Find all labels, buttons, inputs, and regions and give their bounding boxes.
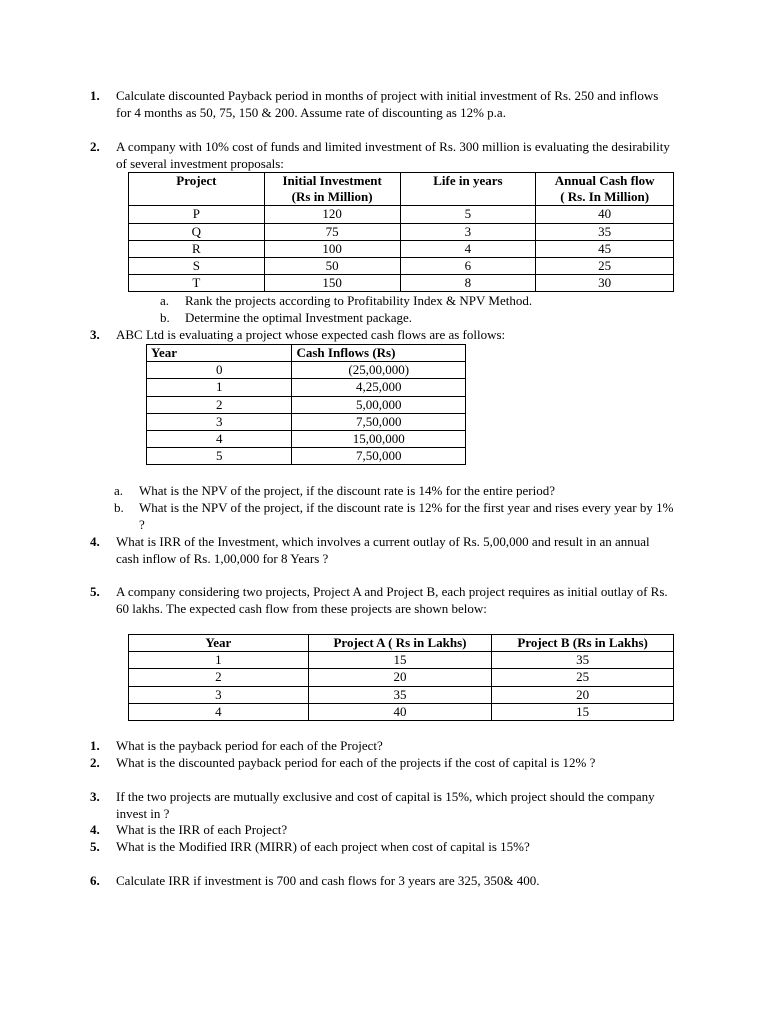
table-row xyxy=(129,258,674,275)
table-cell: 15 xyxy=(308,652,492,669)
table-cell: 2 xyxy=(129,669,309,686)
question-number: 3. xyxy=(90,789,100,804)
table-cell: 15 xyxy=(492,703,674,720)
question-text: Calculate discounted Payback period in months of project with initial investment of Rs. 250 and inflows for 4 months as 50, 75, 150 & 200. Assume rate of discounting as 12% p.a. xyxy=(116,88,659,120)
question-number: 2. xyxy=(90,139,100,154)
table-row xyxy=(147,362,466,379)
table-cell: 20 xyxy=(492,686,674,703)
question-text: What is IRR of the Investment, which involves a current outlay of Rs. 5,00,000 and result in an annual cash inflow of Rs. 1,00,000 for 8 Years ? xyxy=(116,534,650,566)
table-cell: 45 xyxy=(536,240,674,257)
table-header-row xyxy=(129,173,674,190)
question-6 xyxy=(90,873,675,890)
table-cell: 35 xyxy=(536,223,674,240)
question-text: If the two projects are mutually exclusive and cost of capital is 15%, which project should the company invest in ? xyxy=(116,789,655,821)
question-4 xyxy=(90,534,675,568)
table-row xyxy=(129,206,674,223)
subquestion-3b xyxy=(114,500,680,534)
question-number: 6. xyxy=(90,873,100,888)
table-cell: 0 xyxy=(147,362,292,379)
table-cell: 4 xyxy=(129,703,309,720)
table-cell: 4 xyxy=(400,240,536,257)
table-header-row xyxy=(147,345,466,362)
table-cell: 7,50,000 xyxy=(292,448,466,465)
table-cell: 15,00,000 xyxy=(292,431,466,448)
table-row xyxy=(129,275,674,292)
table-row xyxy=(147,431,466,448)
subquestion-letter: a. xyxy=(114,483,124,498)
question-number: 3. xyxy=(90,327,100,342)
question-number: 1. xyxy=(90,88,100,103)
header-cell: (Rs in Million) xyxy=(264,189,400,206)
table-cell: 1 xyxy=(129,652,309,669)
table-cell: 4 xyxy=(147,431,292,448)
question-text: What is the Modified IRR (MIRR) of each project when cost of capital is 15%? xyxy=(116,839,530,854)
question-number: 4. xyxy=(90,534,100,549)
question-3 xyxy=(90,327,675,344)
table-cell: 1 xyxy=(147,379,292,396)
header-cell: Cash Inflows (Rs) xyxy=(292,345,466,362)
question-2 xyxy=(90,139,675,173)
table-row xyxy=(147,396,466,413)
subquestion-letter: b. xyxy=(160,310,170,325)
header-cell: Year xyxy=(147,345,292,362)
question-number: 5. xyxy=(90,839,100,854)
table-cell: 100 xyxy=(264,240,400,257)
question-5-3 xyxy=(90,789,675,823)
table-cell: 150 xyxy=(264,275,400,292)
question-number: 5. xyxy=(90,584,100,599)
cash-inflows-table xyxy=(146,344,466,465)
table-row xyxy=(147,379,466,396)
subquestion-letter: a. xyxy=(160,293,170,308)
header-cell: Year xyxy=(129,635,309,652)
question-5 xyxy=(90,584,675,618)
question-5-5 xyxy=(90,839,675,856)
table-cell: 5 xyxy=(147,448,292,465)
table-cell: 30 xyxy=(536,275,674,292)
table-row xyxy=(129,686,674,703)
subquestion-text: Determine the optimal Investment package. xyxy=(185,310,413,325)
subquestion-text: What is the NPV of the project, if the discount rate is 14% for the entire period? xyxy=(139,483,555,498)
question-text: ABC Ltd is evaluating a project whose expected cash flows are as follows: xyxy=(116,327,506,342)
table-row xyxy=(129,703,674,720)
table-row xyxy=(147,448,466,465)
table-row xyxy=(147,413,466,430)
table-cell: 3 xyxy=(400,223,536,240)
project-cashflow-table xyxy=(128,634,674,721)
subquestion-text: Rank the projects according to Profitability Index & NPV Method. xyxy=(185,293,533,308)
subquestion-2b xyxy=(160,310,680,327)
question-number: 2. xyxy=(90,755,100,770)
table-cell: T xyxy=(129,275,265,292)
table-row xyxy=(129,240,674,257)
table-cell: 8 xyxy=(400,275,536,292)
table-header-row xyxy=(129,635,674,652)
subquestion-3a xyxy=(114,483,680,500)
table-row xyxy=(129,669,674,686)
table-cell: (25,00,000) xyxy=(292,362,466,379)
table-cell: 40 xyxy=(536,206,674,223)
table-cell: 3 xyxy=(147,413,292,430)
table-cell: 6 xyxy=(400,258,536,275)
question-text: A company considering two projects, Project A and Project B, each project requires as initial outlay of Rs. 60 lakhs. The expected cash flow from these projects are shown below: xyxy=(116,584,668,616)
question-5-2 xyxy=(90,755,675,772)
table-cell: S xyxy=(129,258,265,275)
table-cell: 35 xyxy=(308,686,492,703)
question-text: A company with 10% cost of funds and limited investment of Rs. 300 million is evaluating the desirability of several investment proposals: xyxy=(116,139,670,171)
subquestion-text: What is the NPV of the project, if the discount rate is 12% for the first year and rises every year by 1% ? xyxy=(139,500,674,532)
table-cell: 5 xyxy=(400,206,536,223)
table-row xyxy=(129,652,674,669)
question-text: What is the payback period for each of the Project? xyxy=(116,738,383,753)
table-cell: 35 xyxy=(492,652,674,669)
question-text: What is the IRR of each Project? xyxy=(116,822,288,837)
question-number: 1. xyxy=(90,738,100,753)
table-cell: 50 xyxy=(264,258,400,275)
table-cell: 7,50,000 xyxy=(292,413,466,430)
header-cell: Initial Investment xyxy=(264,173,400,190)
table-cell: Q xyxy=(129,223,265,240)
table-cell: 120 xyxy=(264,206,400,223)
table-cell: P xyxy=(129,206,265,223)
header-cell: Project B (Rs in Lakhs) xyxy=(492,635,674,652)
header-cell: ( Rs. In Million) xyxy=(536,189,674,206)
table-cell: 5,00,000 xyxy=(292,396,466,413)
question-number: 4. xyxy=(90,822,100,837)
header-cell: Annual Cash flow xyxy=(536,173,674,190)
question-text: Calculate IRR if investment is 700 and cash flows for 3 years are 325, 350& 400. xyxy=(116,873,540,888)
question-5-4 xyxy=(90,822,675,839)
table-cell: 75 xyxy=(264,223,400,240)
investment-proposals-table xyxy=(128,172,674,292)
table-cell: 25 xyxy=(536,258,674,275)
table-cell: 4,25,000 xyxy=(292,379,466,396)
question-5-1 xyxy=(90,738,675,755)
header-cell: Project A ( Rs in Lakhs) xyxy=(308,635,492,652)
header-cell: Project xyxy=(129,173,265,206)
header-cell: Life in years xyxy=(400,173,536,206)
table-cell: 25 xyxy=(492,669,674,686)
subquestion-letter: b. xyxy=(114,500,124,515)
question-1 xyxy=(90,88,675,122)
table-cell: 20 xyxy=(308,669,492,686)
question-text: What is the discounted payback period for each of the projects if the cost of capital is 12% ? xyxy=(116,755,596,770)
table-cell: 2 xyxy=(147,396,292,413)
subquestion-2a xyxy=(160,293,680,310)
table-cell: 40 xyxy=(308,703,492,720)
table-row xyxy=(129,223,674,240)
table-cell: R xyxy=(129,240,265,257)
table-cell: 3 xyxy=(129,686,309,703)
